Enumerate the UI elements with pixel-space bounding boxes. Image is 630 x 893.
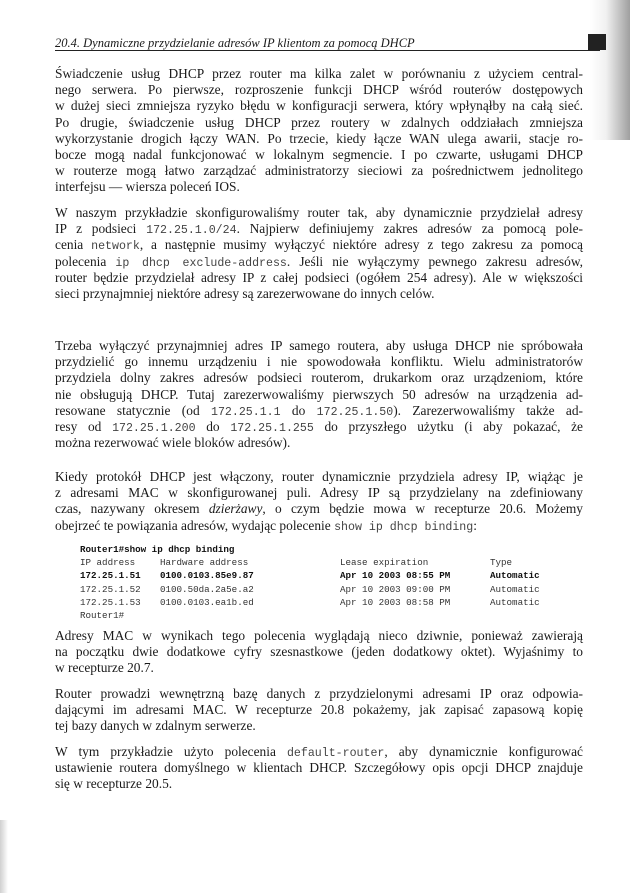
text-segment: na początku dwie dodatkowe cyfry szesnastkowe (jeden dodatkowy oktet). Wyjaśnimy to [55, 644, 583, 660]
text-segment: bocze mogą nadal funkcjonować w lokalnym segmencie. I po czwarte, usługami DHCP [55, 146, 583, 162]
text-segment: przydzielić go innemu urządzeniu i nie spowodowała konfliktu. Wielu administratorów [55, 354, 583, 370]
text-line [55, 221, 583, 237]
text-segment: . Jeśli nie wyłączymy pewnego zakresu adresów, [286, 253, 583, 269]
text-line [55, 66, 583, 82]
code-command: Router1#show ip dhcp binding [80, 544, 235, 555]
text-segment: Router prowadzi wewnętrzną bazę danych z przydzielonymi adresami IP oraz odpowia- [55, 686, 583, 701]
running-header [55, 34, 600, 51]
code-row [80, 569, 540, 582]
text-segment: można rezerwować wiele bloków adresów). [55, 435, 291, 451]
text-segment: : [473, 517, 477, 533]
inline-code: network [91, 240, 140, 254]
text-segment: do [280, 402, 317, 418]
text-segment: z adresami MAC w skonfigurowanej puli. Adresy IP są przydzielany na zdefiniowany [55, 485, 583, 501]
code-cell: 172.25.1.52 [80, 583, 141, 595]
text-line [55, 131, 583, 147]
text-segment: resowane statycznie (od [55, 402, 211, 418]
code-cell: Apr 10 2003 09:00 PM [340, 583, 451, 595]
text-segment: nie obsługują DHCP. Tutaj zarezerwowaliśmy pierwszych 50 adresów na urządzenia ad- [55, 386, 583, 402]
text-segment: Po drugie, świadczenie usług DHCP przez routery w zdalnych oddziałach zmniejsza [55, 114, 583, 130]
text-segment: w routerze mogą łatwo zarządzać administratorzy sieciowi za pośrednictwem jednolitego [55, 163, 583, 179]
text-line [55, 115, 583, 131]
text-line [55, 760, 583, 776]
code-cell: 172.25.1.51 [80, 570, 141, 582]
text-segment: cenia [55, 237, 92, 253]
code-col-header: Hardware address [160, 557, 249, 569]
inline-code: 172.25.1.255 [230, 421, 314, 435]
text-line [55, 163, 583, 179]
scan-shadow [590, 0, 630, 140]
text-segment: router będzie przydzielał adresy IP z całej podsieci (ogółem 254 adresy). Ale w większości [55, 269, 583, 285]
text-segment: Adresy MAC w wynikach tego polecenia wyglądają nieco dziwnie, ponieważ zawierają [55, 628, 583, 643]
inline-code: 172.25.1.50 [316, 405, 394, 419]
text-line [55, 660, 583, 676]
code-header-row [80, 556, 513, 569]
text-line [55, 338, 583, 354]
text-segment: polecenia [55, 253, 116, 269]
text-segment: . Najpierw definiujemy zakres adresów za pomocą pole- [236, 221, 583, 237]
code-cell: Automatic [490, 596, 540, 608]
paragraph [55, 628, 583, 677]
text-line [55, 469, 583, 485]
text-line [55, 744, 583, 760]
text-segment: wykorzystanie drogich łączy WAN. Po trzecie, kiedy łącze WAN ulega awarii, stacje ro- [55, 130, 583, 146]
inline-code: show ip dhcp binding [334, 520, 474, 534]
text-segment: przydziela dolny zakres adresów podsieci routerom, drukarkom oraz urządzeniom, które [55, 370, 583, 386]
text-line [55, 237, 583, 253]
text-line [55, 403, 583, 419]
inline-code: 172.25.1.1 [211, 405, 281, 419]
text-segment: ustawienie routera domyślnego w klientach DHCP. Szczegółowy opis opcji DHCP znajduje [55, 760, 583, 776]
code-col-header: Type [490, 557, 513, 569]
text-line [55, 644, 583, 660]
text-segment: w recepturze 20.7. [55, 660, 154, 676]
text-line [55, 518, 583, 534]
text-segment: tej bazy danych w zdalnym serwerze. [55, 718, 256, 734]
text-line [55, 776, 583, 792]
code-row [80, 596, 540, 609]
text-line [55, 254, 583, 270]
text-line [55, 179, 583, 195]
text-segment: do przyszłego użytku (i aby pokazać, że [313, 418, 583, 434]
italic-term: dzierżawy [208, 501, 263, 517]
text-line [55, 270, 583, 286]
text-line [55, 370, 583, 386]
text-segment: Świadczenie usług DHCP przez router ma kilka zalet w porównaniu z użyciem central- [55, 66, 583, 81]
code-row [80, 583, 540, 596]
text-segment: czas, nazywany okresem [55, 501, 209, 517]
text-segment: , a następnie musimy wyłączyć niektóre adresy z tego zakresu za pomocą [139, 237, 583, 253]
text-segment: interfejsu — wiersza poleceń IOS. [55, 179, 240, 195]
text-line [55, 387, 583, 403]
code-cell: Apr 10 2003 08:58 PM [340, 596, 451, 608]
paragraph [55, 205, 583, 302]
text-line [55, 628, 583, 644]
code-col-header: IP address [80, 557, 136, 569]
text-line [55, 686, 583, 702]
text-line [55, 147, 583, 163]
text-line [55, 485, 583, 501]
code-col-header: Lease expiration [340, 557, 429, 569]
scan-shadow [0, 820, 8, 893]
text-segment: w dużej sieci zmniejsza ryzyko błędu w konfiguracji serwera, który wpłynąłby na całą sieć. [55, 98, 583, 114]
inline-code: ip dhcp exclude-address [115, 256, 287, 270]
inline-code: 172.25.1.200 [112, 421, 196, 435]
text-line [55, 718, 583, 734]
text-line [55, 435, 583, 451]
text-line [55, 419, 583, 435]
code-listing [80, 543, 540, 622]
text-segment: resy od [55, 418, 113, 434]
text-segment: nego serwera. Po pierwsze, rozproszenie funkcji DHCP wśród routerów dostępowych [55, 82, 583, 98]
text-segment: W tym przykładzie użyto polecenia [55, 744, 287, 759]
text-line [55, 501, 583, 517]
code-cell: 0100.0103.ea1b.ed [160, 596, 254, 608]
paragraph [55, 66, 583, 196]
code-cell: Apr 10 2003 08:55 PM [340, 570, 451, 582]
code-cell: 0100.0103.85e9.87 [160, 570, 254, 582]
code-cell: 0100.50da.2a5e.a2 [160, 583, 254, 595]
text-line [55, 205, 583, 221]
inline-code: default-router [286, 747, 385, 760]
text-line [55, 286, 583, 302]
text-segment: obejrzeć te powiązania adresów, wydając polecenie [55, 517, 335, 533]
text-segment: Kiedy protokół DHCP jest włączony, router dynamicznie przydziela adresy IP, wiążąc je [55, 469, 583, 484]
text-segment: , aby dynamicznie konfigurować [384, 744, 583, 759]
paragraph [55, 686, 583, 735]
paragraph [55, 744, 583, 793]
code-cell: Automatic [490, 570, 540, 582]
code-cell: 172.25.1.53 [80, 596, 141, 608]
paragraph [55, 338, 583, 451]
text-segment: ). Zarezerwowaliśmy także ad- [393, 402, 584, 418]
text-segment: IP z podsieci [55, 221, 147, 237]
text-line [55, 702, 583, 718]
text-line [55, 98, 583, 114]
code-cell: Automatic [490, 583, 540, 595]
text-segment: się w recepturze 20.5. [55, 776, 173, 792]
text-segment: , o czym będzie mowa w recepturze 20.6. Możemy [262, 501, 583, 517]
chapter-thumb-tab [588, 34, 606, 50]
text-segment: Trzeba wyłączyć przynajmniej adres IP samego routera, aby usługa DHCP nie spróbowała [55, 338, 583, 353]
text-line [55, 82, 583, 98]
text-segment: dającymi im adresami MAC. W recepturze 20.8 pokażemy, jak zapisać zapasową kopię [55, 702, 583, 718]
code-prompt: Router1# [80, 609, 125, 621]
text-segment: do [195, 418, 231, 434]
running-header-title: 20.4. Dynamiczne przydzielanie adresów IP klientom za pomocą DHCP [55, 36, 415, 50]
text-segment: W naszym przykładzie skonfigurowaliśmy router tak, aby dynamicznie przydzielał adresy [55, 205, 583, 220]
inline-code: 172.25.1.0/24 [146, 224, 237, 238]
text-line [55, 354, 583, 370]
text-segment: sieci przynajmniej niektóre adresy są zarezerwowane do innych celów. [55, 285, 435, 301]
paragraph [55, 469, 583, 534]
